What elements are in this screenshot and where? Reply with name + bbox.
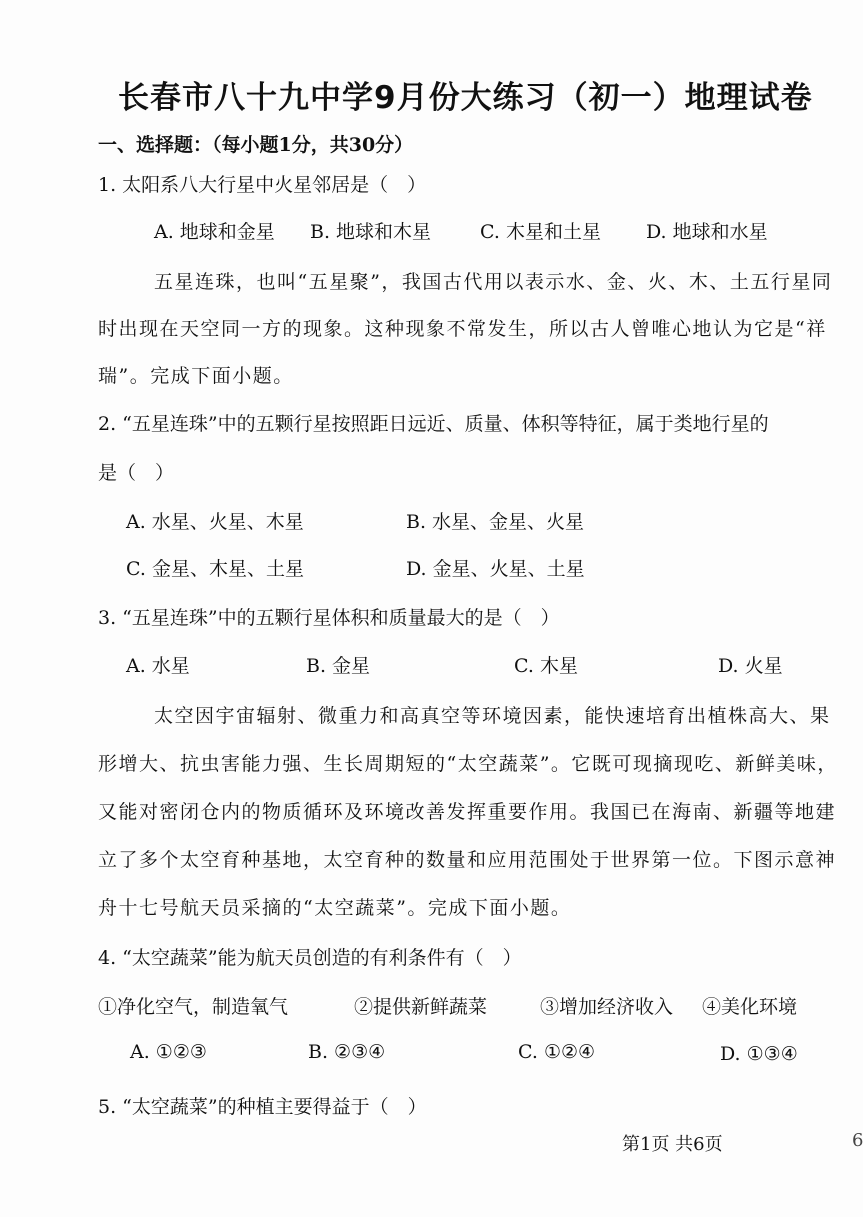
question-5-stem: 5. “太空蔬菜”的种植主要得益于（ ） (98, 1096, 427, 1118)
passage-1-line-1: 五星连珠，也叫“五星聚”，我国古代用以表示水、金、火、木、土五行星同 (154, 271, 833, 293)
question-4-statement-3: ③增加经济收入 (540, 996, 674, 1018)
question-2-option-d: D. 金星、火星、土星 (406, 558, 585, 580)
passage-1-line-2: 时出现在天空同一方的现象。这种现象不常发生，所以古人曾唯心地认为它是“祥 (98, 318, 827, 340)
question-4-statement-4: ④美化环境 (702, 996, 798, 1018)
question-4-option-b: B. ②③④ (308, 1041, 386, 1063)
question-4-option-a: A. ①②③ (130, 1041, 207, 1063)
question-1-option-a: A. 地球和金星 (154, 221, 275, 243)
question-2-stem-line-1: 2. “五星连珠”中的五颗行星按照距日远近、质量、体积等特征，属于类地行星的 (98, 413, 769, 435)
passage-2-line-5: 舟十七号航天员采摘的“太空蔬菜”。完成下面小题。 (98, 897, 572, 919)
question-3-option-a: A. 水星 (126, 655, 190, 677)
question-1-option-c: C. 木星和土星 (480, 221, 601, 243)
question-2-option-a: A. 水星、火星、木星 (126, 511, 304, 533)
passage-1-line-3: 瑞”。完成下面小题。 (98, 365, 294, 387)
passage-2-line-4: 立了多个太空育种基地，太空育种的数量和应用范围处于世界第一位。下图示意神 (98, 849, 837, 871)
question-1-option-b: B. 地球和木星 (310, 221, 432, 243)
corner-mark: 6 (852, 1130, 863, 1151)
question-2-option-b: B. 水星、金星、火星 (406, 511, 585, 533)
exam-title: 长春市八十九中学9月份大练习（初一）地理试卷 (118, 80, 813, 116)
question-3-option-d: D. 火星 (718, 655, 783, 677)
question-1-option-d: D. 地球和水星 (646, 221, 768, 243)
question-4-statement-1: ①净化空气，制造氧气 (98, 996, 289, 1018)
section-heading: 一、选择题：（每小题1分，共30分） (98, 134, 414, 156)
question-2-stem-line-2: 是（ ） (98, 462, 175, 484)
passage-2-line-1: 太空因宇宙辐射、微重力和高真空等环境因素，能快速培育出植株高大、果 (154, 705, 831, 727)
question-3-option-b: B. 金星 (306, 655, 371, 677)
question-4-statement-2: ②提供新鲜蔬菜 (354, 996, 488, 1018)
passage-2-line-2: 形增大、抗虫害能力强、生长周期短的“太空蔬菜”。它既可现摘现吃、新鲜美味， (98, 753, 838, 775)
question-4-stem: 4. “太空蔬菜”能为航天员创造的有利条件有（ ） (98, 947, 522, 969)
question-4-option-c: C. ①②④ (518, 1041, 596, 1063)
question-3-option-c: C. 木星 (514, 655, 578, 677)
question-4-option-d: D. ①③④ (720, 1043, 798, 1065)
passage-2-line-3: 又能对密闭仓内的物质循环及环境改善发挥重要作用。我国已在海南、新疆等地建 (98, 801, 837, 823)
page-footer: 第1页 共6页 (622, 1134, 723, 1155)
question-1-stem: 1. 太阳系八大行星中火星邻居是（ ） (98, 174, 427, 196)
question-2-option-c: C. 金星、木星、土星 (126, 558, 304, 580)
question-3-stem: 3. “五星连珠”中的五颗行星体积和质量最大的是（ ） (98, 607, 560, 629)
